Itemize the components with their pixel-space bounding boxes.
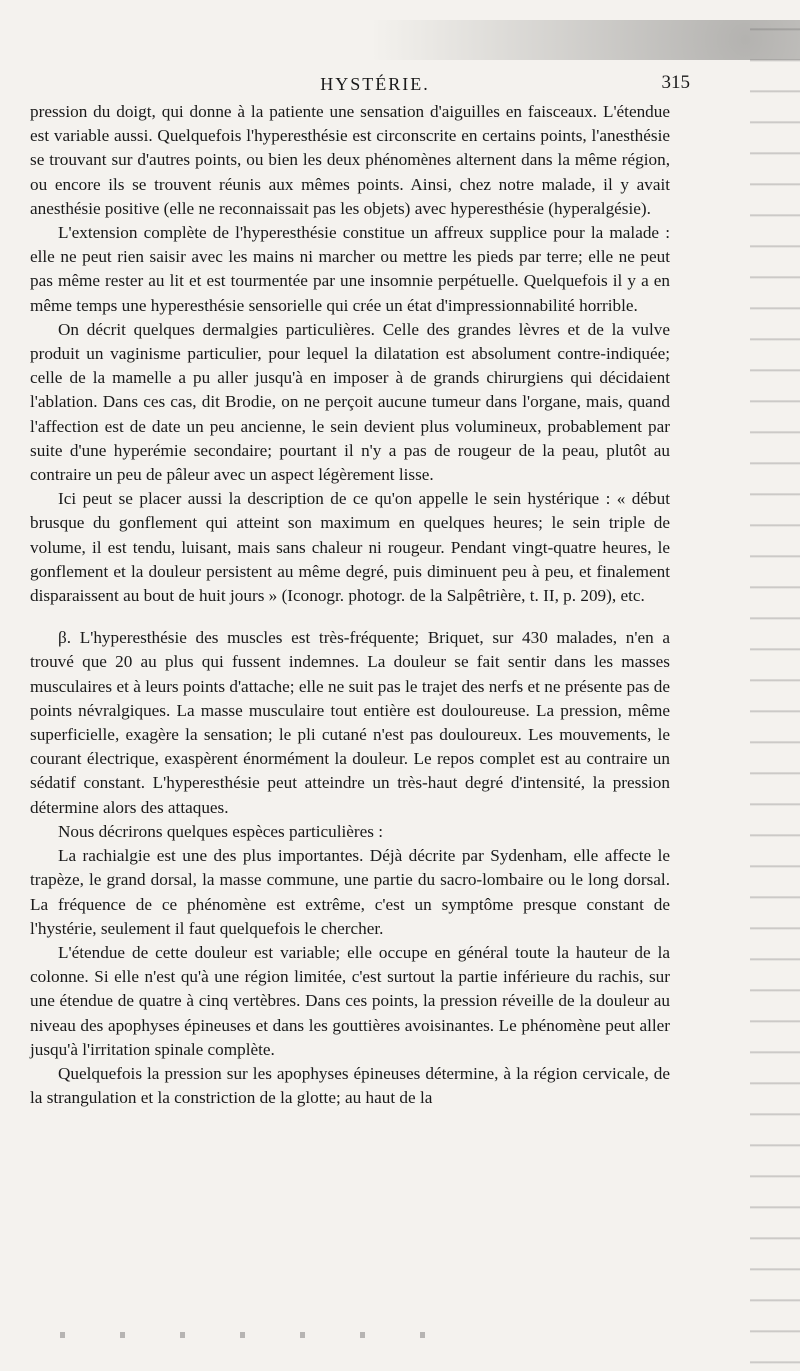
paragraph: L'extension complète de l'hyperesthésie constitue un affreux supplice pour la malade : elle ne peut rien saisir avec les mains ni marcher ou mettre les pieds par terre; elle ne peut pas même rester au lit et est tourmentée par une insomnie perpétuelle. Quelquefois il y a en même temps une hyperesthésie sensorielle qui crée un état d'impressionnabilité horrible. bbox=[30, 223, 670, 315]
scan-noise-bottom bbox=[60, 1332, 460, 1338]
body-text bbox=[30, 100, 670, 1110]
running-title: HYSTÉRIE. bbox=[320, 74, 430, 94]
paragraph: pression du doigt, qui donne à la patiente une sensation d'aiguilles en faisceaux. L'étendue est variable aussi. Quelquefois l'hyperesthésie est circonscrite en certains points, l'anesthésie se trouvant sur d'autres points, ou bien les deux phénomènes alternent dans la même région, ou encore ils se trouvent réunis aux mêmes points. Ainsi, chez notre malade, il y avait anesthésie positive (elle ne reconnaissait pas les objets) avec hyperesthésie (hyperalgésie). bbox=[30, 102, 670, 218]
paragraph: Nous décrirons quelques espèces particulières : bbox=[58, 821, 384, 841]
paragraph: La rachialgie est une des plus importantes. Déjà décrite par Sydenham, elle affecte le trapèze, le grand dorsal, la masse commune, une partie du sacro-lombaire ou le long dorsal. La fréquence de ce phénomène est extrême, c'est un symptôme presque constant de l'hystérie, seulement il faut quelquefois le chercher. bbox=[30, 846, 670, 938]
paragraph: Ici peut se placer aussi la description de ce qu'on appelle le sein hystérique : « début brusque du gonflement qui atteint son maximum en quelques heures; le sein triple de volume, il est tendu, luisant, mais sans chaleur ni rougeur. Pendant vingt-quatre heures, le gonflement et la douleur persistent au même degré, puis diminuent peu à peu, et finalement disparaissent au bout de huit jours » (Iconogr. photogr. de la Salpêtrière, t. II, p. 209), etc. bbox=[30, 489, 670, 606]
scan-noise-right-edge bbox=[750, 0, 800, 1371]
page-number: 315 bbox=[661, 72, 690, 93]
page-header bbox=[30, 70, 720, 98]
paragraph: On décrit quelques dermalgies particulières. Celle des grandes lèvres et de la vulve produit un vaginisme particulier, pour lequel la dilatation est absolument contre-indiquée; celle de la mamelle a pu aller jusqu'à en imposer à de grands chirurgiens qui décidaient l'ablation. Dans ces cas, dit Brodie, on ne perçoit aucune tumeur dans l'organe, mais, quand l'affection est de date un peu ancienne, le sein devient plus volumineux, probablement par suite d'une hyperémie secondaire; pourtant il n'y a pas de rougeur de la peau, plutôt au contraire un peu de pâleur avec un aspect légèrement lisse. bbox=[30, 319, 670, 485]
paragraph: L'étendue de cette douleur est variable; elle occupe en général toute la hauteur de la colonne. Si elle n'est qu'à une région limitée, c'est surtout la partie inférieure du rachis, sur une étendue de quatre à cinq vertèbres. Dans ces points, la pression réveille de la douleur au niveau des apophyses épineuses et dans les gouttières avoisinantes. Le phénomène peut aller jusqu'à l'irritation spinale complète. bbox=[30, 942, 670, 1059]
paragraph: β. L'hyperesthésie des muscles est très-fréquente; Briquet, sur 430 malades, n'en a trouvé que 20 au plus qui fussent indemnes. La douleur se fait sentir dans les masses musculaires et à leurs points d'attache; elle ne suit pas le trajet des nerfs et ne présente pas de points névralgiques. La masse musculaire tout entière est douloureuse. La pression, même superficielle, exagère la sensation; le pli cutané n'est pas douloureux. Les mouvements, le courant électrique, exaspèrent énormément la douleur. Le repos complet est au contraire un sédatif constant. L'hyperesthésie peut atteindre un très-haut degré d'intensité, la pression détermine alors des attaques. bbox=[30, 628, 670, 817]
scan-noise-top bbox=[120, 20, 800, 60]
paragraph: Quelquefois la pression sur les apophyses épineuses détermine, à la région cervicale, de la strangulation et la constriction de la glotte; au haut de la bbox=[30, 1063, 670, 1108]
